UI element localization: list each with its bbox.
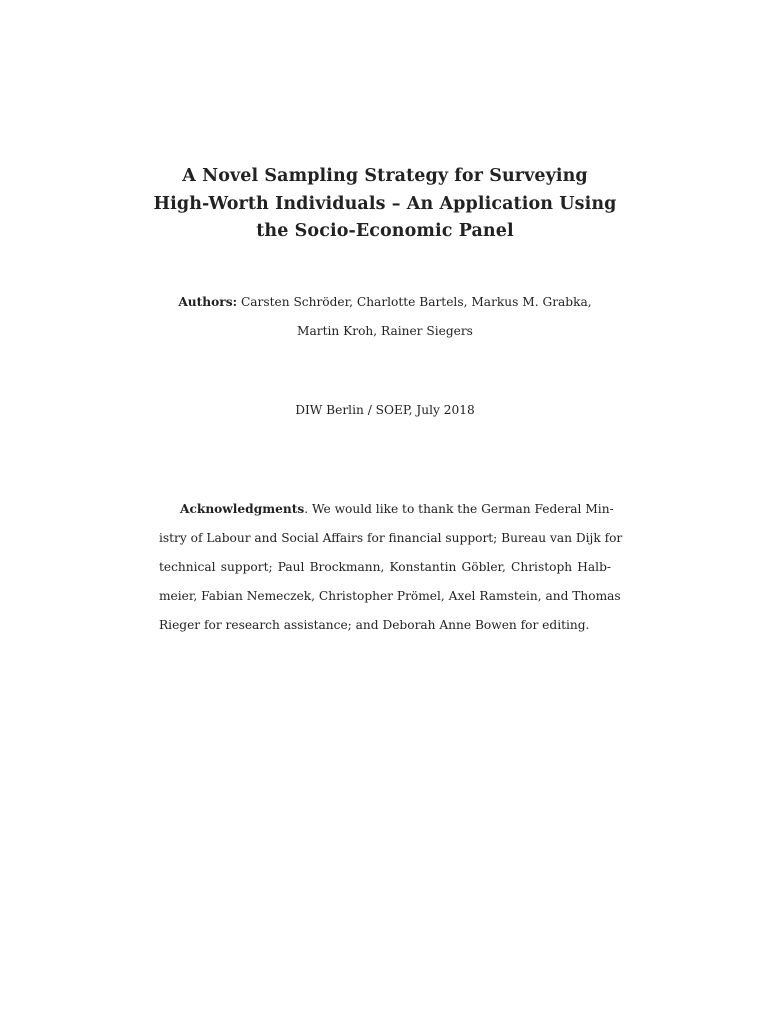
authors-line-2: Martin Kroh, Rainer Siegers [297,324,473,338]
authors-line-1 [130,288,640,317]
title-line-2: High-Worth Individuals – An Application Using [153,193,617,214]
authors-block [130,288,640,346]
ack-line-4: meier, Fabian Nemeczek, Christopher Prömel, Axel Ramstein, and Thomas [159,589,621,603]
ack-line-3: technical support; Paul Brockmann, Konstantin Göbler, Christoph Halb- [159,560,611,574]
ack-line-5: Rieger for research assistance; and Deborah Anne Bowen for editing. [159,618,590,632]
authors-label: Authors: [178,295,238,309]
authors-names-1: Carsten Schröder, Charlotte Bartels, Markus M. Grabka, [240,295,592,309]
title-line-3: the Socio-Economic Panel [256,221,514,241]
ack-line-1-text: . We would like to thank the German Federal Min- [304,502,614,516]
ack-line-1 [159,495,614,524]
title-line-1: A Novel Sampling Strategy for Surveying [182,166,588,186]
acknowledgments-paragraph [159,495,623,640]
ack-label: Acknowledgments [180,502,305,516]
ack-line-2: istry of Labour and Social Affairs for financial support; Bureau van Dijk for [159,531,623,545]
affiliation-date: DIW Berlin / SOEP, July 2018 [295,403,475,417]
paper-title [150,163,620,246]
